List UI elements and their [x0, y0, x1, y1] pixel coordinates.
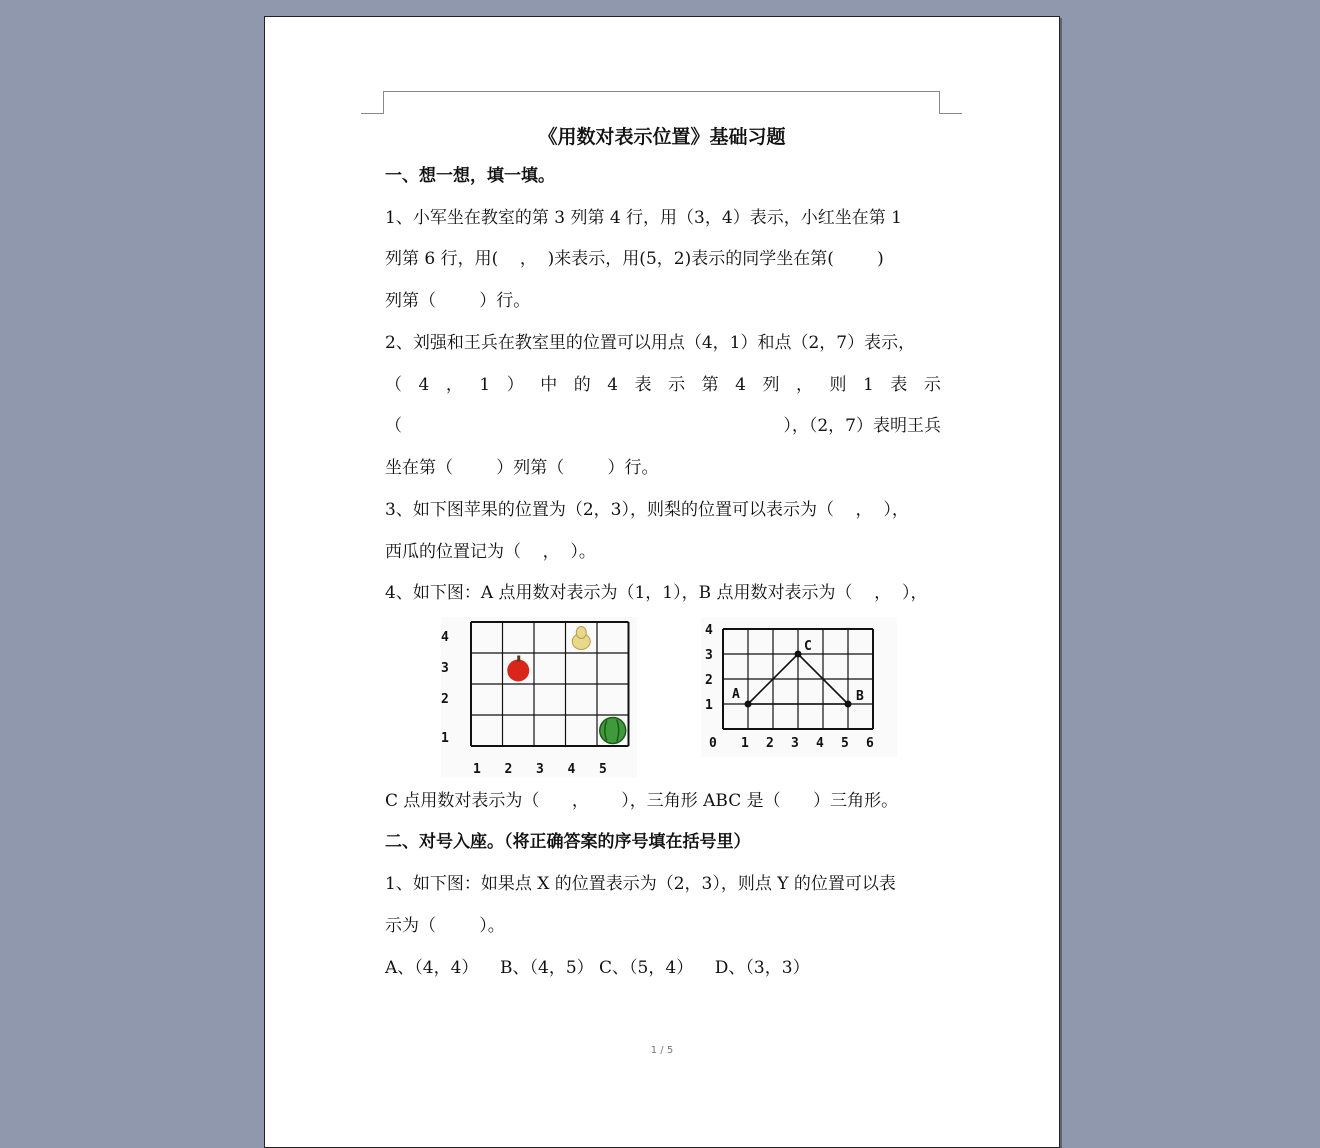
- pear-top: [576, 627, 586, 639]
- point-b: [845, 701, 852, 708]
- y-tick-label: 4: [441, 630, 449, 645]
- point-c: [795, 651, 802, 658]
- q4-line2: C 点用数对表示为（ ， ），三角形 ABC 是（ ）三角形。: [385, 791, 899, 811]
- fruit-grid-figure: [437, 617, 637, 777]
- q2-line2-token: 列: [762, 375, 780, 395]
- y-tick-label: 2: [705, 673, 713, 688]
- page-number: 1 / 5: [650, 1045, 674, 1056]
- s2q1-options: A、（4，4） B、（4，5） C、（5，4） D、（3，3）: [385, 958, 810, 978]
- x-tick-label: 1: [741, 736, 749, 751]
- q2-line2-token: ，: [445, 375, 463, 395]
- q2-line2-token: ，: [796, 375, 814, 395]
- q2-line3: [385, 415, 941, 437]
- y-tick-label: 1: [705, 698, 713, 713]
- q2-line2-token: 则: [829, 375, 847, 395]
- q2-line2-token: 表: [890, 375, 908, 395]
- x-tick-label: 5: [599, 762, 607, 777]
- q2-line3-left: （: [385, 416, 402, 436]
- crop-mark-top-left: [361, 91, 384, 114]
- q2-line2-token: 4: [607, 375, 619, 395]
- watermelon-icon: [600, 718, 626, 744]
- q1-line1: 1、小军坐在教室的第 3 列第 4 行，用（3，4）表示，小红坐在第 1: [385, 208, 902, 228]
- y-tick-label: 3: [705, 648, 713, 663]
- q2-line2-token: 1: [479, 375, 491, 395]
- apple-stem: [517, 656, 520, 662]
- x-tick-label: 3: [536, 762, 544, 777]
- x-tick-label: 4: [816, 736, 824, 751]
- x-tick-label: 3: [791, 736, 799, 751]
- y-tick-label: 3: [441, 661, 449, 676]
- q2-line2-token: 示: [668, 375, 686, 395]
- x-tick-label: 2: [504, 762, 513, 777]
- q2-line1: 2、刘强和王兵在教室里的位置可以用点（4，1）和点（2，7）表示，: [385, 333, 916, 353]
- q2-line2-token: 表: [634, 375, 652, 395]
- x-tick-label: 4: [567, 762, 576, 777]
- x-tick-label: 0: [709, 736, 717, 751]
- q2-line2-token: 4: [418, 375, 430, 395]
- document-title: 《用数对表示位置》基础习题: [538, 126, 786, 148]
- q2-line4: 坐在第（ ）列第（ ）行。: [385, 458, 659, 478]
- q3-line2: 西瓜的位置记为（ ， ）。: [385, 542, 596, 562]
- y-tick-label: 4: [705, 623, 713, 638]
- q2-line2-token: 4: [735, 375, 746, 395]
- x-tick-label: 1: [473, 762, 481, 777]
- x-tick-label: 6: [866, 736, 874, 751]
- point-label-c: C: [804, 639, 812, 654]
- s2q1-line1: 1、如下图：如果点 X 的位置表示为（2，3），则点 Y 的位置可以表: [385, 874, 896, 894]
- q2-line2-token: （: [385, 375, 402, 395]
- point-label-b: B: [856, 689, 864, 704]
- point-label-a: A: [732, 687, 740, 702]
- q3-line1: 3、如下图苹果的位置为（2，3），则梨的位置可以表示为（ ， ），: [385, 500, 909, 520]
- q1-line3: 列第（ ）行。: [385, 291, 531, 311]
- q2-line2-token: 的: [573, 375, 591, 395]
- q2-line2-token: 中: [540, 375, 558, 395]
- document-page: [264, 16, 1060, 1148]
- s2q1-line2: 示为（ ）。: [385, 916, 505, 936]
- x-tick-label: 2: [766, 736, 774, 751]
- crop-mark-top-right: [939, 91, 962, 114]
- header-line: [383, 91, 939, 92]
- q4-line1: 4、如下图：A 点用数对表示为（1，1），B 点用数对表示为（ ， ），: [385, 583, 928, 603]
- section1-heading: 一、想一想，填一填。: [385, 166, 555, 186]
- q2-line2-token: ）: [506, 375, 524, 395]
- x-tick-label: 5: [841, 736, 849, 751]
- section2-heading: 二、对号入座。（将正确答案的序号填在括号里）: [385, 832, 751, 852]
- q2-line2-token: 1: [863, 375, 874, 395]
- y-tick-label: 2: [441, 692, 449, 707]
- q2-line2: [385, 374, 941, 396]
- point-a: [745, 701, 752, 708]
- q2-line2-token: 示: [923, 375, 941, 395]
- q1-line2: 列第 6 行，用( ， )来表示，用(5，2)表示的同学坐在第( ): [385, 249, 884, 269]
- q2-line2-token: 第: [701, 375, 719, 395]
- y-tick-label: 1: [441, 731, 449, 746]
- q2-line3-right: ），（2，7）表明王兵: [783, 416, 941, 436]
- triangle-grid-figure: [701, 617, 897, 757]
- apple-icon: [507, 660, 529, 682]
